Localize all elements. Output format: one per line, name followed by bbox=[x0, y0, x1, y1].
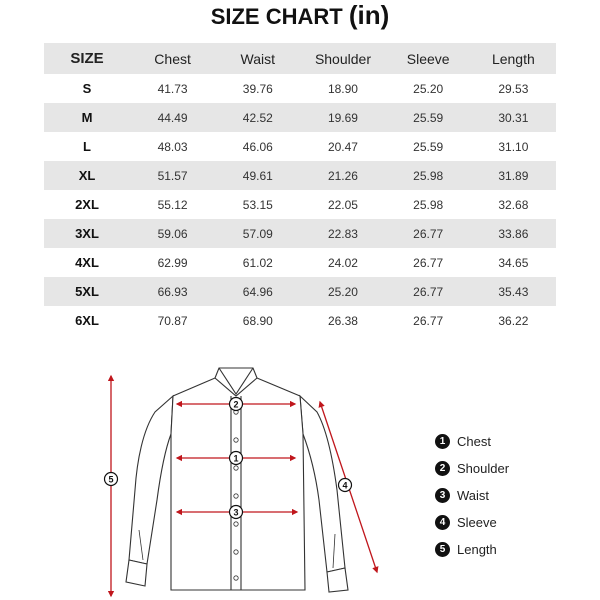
sleeve-cell: 25.59 bbox=[413, 139, 444, 154]
title-unit: in bbox=[357, 0, 381, 30]
legend-item-chest bbox=[435, 428, 509, 455]
table-row bbox=[44, 306, 556, 335]
waist-cell: 64.96 bbox=[242, 284, 273, 299]
table-row bbox=[44, 219, 556, 248]
header-shoulder: Shoulder bbox=[314, 50, 371, 67]
page-title bbox=[0, 0, 600, 32]
chest-cell: 41.73 bbox=[157, 81, 188, 96]
legend-label: Sleeve bbox=[457, 515, 497, 530]
header-sleeve: Sleeve bbox=[406, 50, 450, 67]
length-cell: 31.89 bbox=[498, 168, 529, 183]
length-cell: 35.43 bbox=[498, 284, 529, 299]
shoulder-cell: 22.83 bbox=[327, 226, 358, 241]
table-row bbox=[44, 132, 556, 161]
header-size: SIZE bbox=[70, 50, 104, 67]
size-cell: 5XL bbox=[75, 284, 99, 299]
legend-item-shoulder bbox=[435, 455, 509, 482]
sleeve-cell: 25.98 bbox=[413, 197, 444, 212]
table-row bbox=[44, 103, 556, 132]
size-cell: 2XL bbox=[75, 197, 99, 212]
marker-5: 5 bbox=[108, 474, 114, 485]
size-cell: L bbox=[83, 139, 91, 154]
marker-2: 2 bbox=[233, 399, 239, 410]
sleeve-cell: 26.77 bbox=[413, 255, 444, 270]
waist-cell: 49.61 bbox=[242, 168, 273, 183]
chest-cell: 59.06 bbox=[157, 226, 188, 241]
marker-4: 4 bbox=[342, 480, 348, 491]
title-unit-open: ( bbox=[348, 0, 358, 30]
legend-number: 4 bbox=[435, 515, 450, 530]
length-cell: 34.65 bbox=[498, 255, 529, 270]
chest-cell: 48.03 bbox=[157, 139, 188, 154]
shoulder-cell: 20.47 bbox=[327, 139, 358, 154]
table-row bbox=[44, 277, 556, 306]
legend-label: Shoulder bbox=[457, 461, 510, 476]
legend-label: Chest bbox=[457, 434, 491, 449]
measurement-legend bbox=[435, 428, 509, 563]
legend-number: 5 bbox=[435, 542, 450, 557]
legend-label: Waist bbox=[457, 488, 490, 503]
size-cell: 3XL bbox=[75, 226, 99, 241]
shoulder-cell: 19.69 bbox=[327, 110, 358, 125]
waist-cell: 61.02 bbox=[242, 255, 273, 270]
waist-cell: 57.09 bbox=[242, 226, 273, 241]
length-cell: 33.86 bbox=[498, 226, 529, 241]
marker-1: 1 bbox=[233, 453, 239, 464]
table-row bbox=[44, 248, 556, 277]
legend-item-waist bbox=[435, 482, 509, 509]
table-header-row bbox=[44, 43, 556, 74]
legend-item-length bbox=[435, 536, 509, 563]
sleeve-cell: 26.77 bbox=[413, 284, 444, 299]
chest-cell: 66.93 bbox=[157, 284, 188, 299]
length-cell: 36.22 bbox=[498, 313, 529, 328]
table-row bbox=[44, 74, 556, 103]
size-table bbox=[44, 43, 556, 335]
marker-3: 3 bbox=[233, 507, 239, 518]
table-row bbox=[44, 161, 556, 190]
length-cell: 29.53 bbox=[498, 81, 529, 96]
shoulder-cell: 18.90 bbox=[327, 81, 358, 96]
waist-cell: 42.52 bbox=[242, 110, 273, 125]
chest-cell: 51.57 bbox=[157, 168, 188, 183]
waist-cell: 46.06 bbox=[242, 139, 273, 154]
shoulder-cell: 21.26 bbox=[327, 168, 358, 183]
length-cell: 30.31 bbox=[498, 110, 529, 125]
title-unit-close: ) bbox=[380, 0, 390, 30]
chest-cell: 62.99 bbox=[157, 255, 188, 270]
size-cell: S bbox=[82, 81, 92, 96]
header-length: Length bbox=[491, 50, 535, 67]
chest-cell: 70.87 bbox=[157, 313, 188, 328]
sleeve-cell: 25.20 bbox=[413, 81, 444, 96]
shoulder-cell: 26.38 bbox=[327, 313, 358, 328]
shirt-diagram bbox=[95, 360, 405, 600]
waist-cell: 68.90 bbox=[242, 313, 273, 328]
legend-number: 2 bbox=[435, 461, 450, 476]
length-cell: 31.10 bbox=[498, 139, 529, 154]
title-text: SIZE CHART bbox=[210, 4, 343, 29]
header-waist: Waist bbox=[240, 50, 276, 67]
size-cell: 6XL bbox=[75, 313, 99, 328]
sleeve-cell: 26.77 bbox=[413, 226, 444, 241]
chest-cell: 44.49 bbox=[157, 110, 188, 125]
chest-cell: 55.12 bbox=[157, 197, 188, 212]
shoulder-cell: 25.20 bbox=[327, 284, 358, 299]
size-cell: 4XL bbox=[75, 255, 99, 270]
shoulder-cell: 24.02 bbox=[327, 255, 358, 270]
size-cell: XL bbox=[78, 168, 96, 183]
legend-item-sleeve bbox=[435, 509, 509, 536]
sleeve-cell: 25.59 bbox=[413, 110, 444, 125]
legend-label: Length bbox=[457, 542, 497, 557]
table-row bbox=[44, 190, 556, 219]
legend-number: 1 bbox=[435, 434, 450, 449]
legend-number: 3 bbox=[435, 488, 450, 503]
sleeve-cell: 26.77 bbox=[413, 313, 444, 328]
header-chest: Chest bbox=[154, 50, 191, 67]
size-cell: M bbox=[81, 110, 93, 125]
shoulder-cell: 22.05 bbox=[327, 197, 358, 212]
sleeve-cell: 25.98 bbox=[413, 168, 444, 183]
waist-cell: 39.76 bbox=[242, 81, 273, 96]
length-cell: 32.68 bbox=[498, 197, 529, 212]
waist-cell: 53.15 bbox=[242, 197, 273, 212]
